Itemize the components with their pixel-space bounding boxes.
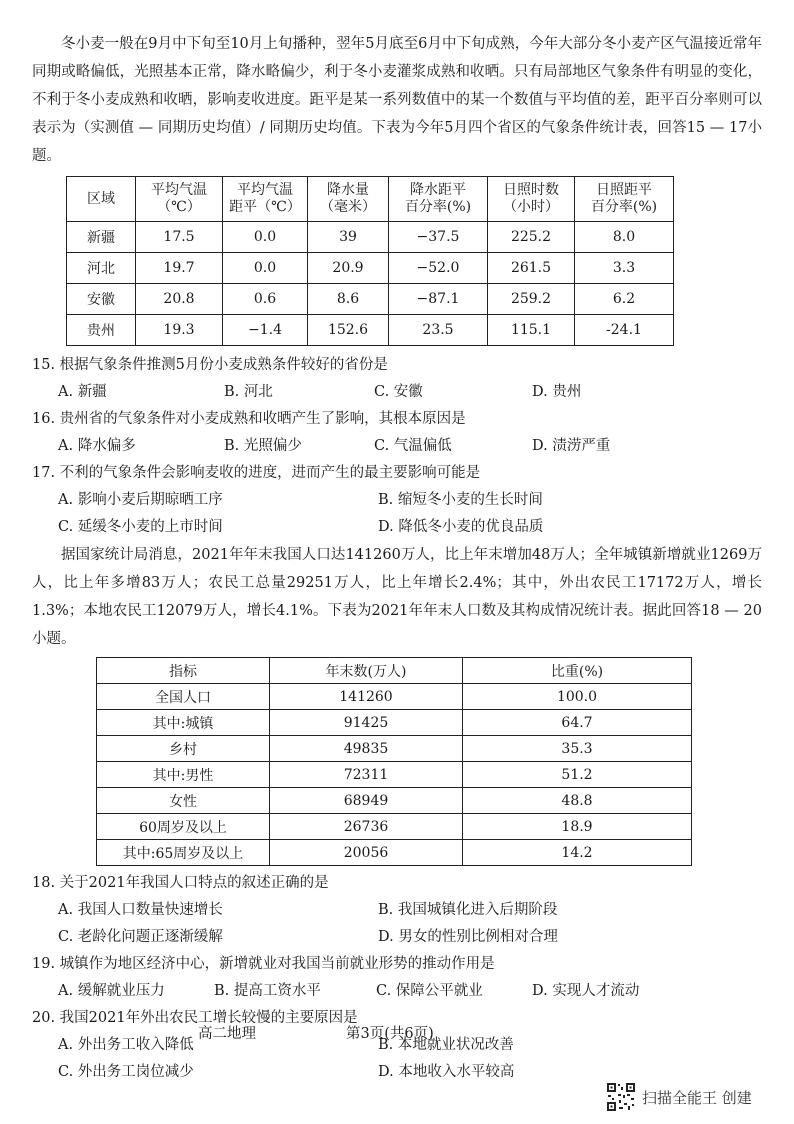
table-cell: 8.0: [575, 222, 674, 253]
table-cell: 19.3: [136, 315, 223, 346]
option-b[interactable]: B. 光照偏少: [224, 438, 302, 454]
table-cell: 0.0: [223, 222, 308, 253]
table-cell: 23.5: [389, 315, 488, 346]
table-cell: 39: [308, 222, 389, 253]
table-cell: 259.2: [488, 284, 575, 315]
table-cell: 261.5: [488, 253, 575, 284]
table-cell: −37.5: [389, 222, 488, 253]
intro-passage-2: 据国家统计局消息，2021年年末我国人口达141260万人，比上年末增加48万人；全年城镇新增就业1269万人，比上年多增83万人；农民工总量29251万人，比上年增长2.4%；其中，外出农民工17172万人，增长1.3%；本地农民工12079万人，增长4.1%。下表为2021年年末人口数及其构成情况统计表。据此回答18 — 20小题。: [32, 547, 762, 647]
header-cell: 日照距平 百分率(%): [575, 177, 674, 222]
header-cell: 指标: [97, 658, 270, 684]
option-d[interactable]: D. 贵州: [532, 384, 582, 400]
table-row: [97, 840, 692, 866]
header-cell: 平均气温 距平（℃）: [223, 177, 308, 222]
table-cell: 3.3: [575, 253, 674, 284]
table-cell: 19.7: [136, 253, 223, 284]
question-15-stem: 15. 根据气象条件推测5月份小麦成熟条件较好的省份是: [32, 357, 388, 373]
option-c[interactable]: C. 保障公平就业: [376, 983, 483, 999]
table-header-row: [97, 658, 692, 684]
table-cell: 225.2: [488, 222, 575, 253]
table-row: [97, 814, 692, 840]
table-cell: 新疆: [67, 222, 136, 253]
table-cell: 全国人口: [97, 684, 270, 710]
table-cell: 20.9: [308, 253, 389, 284]
table-row: [67, 284, 674, 315]
option-a[interactable]: A. 新疆: [58, 384, 107, 400]
option-c[interactable]: C. 安徽: [374, 384, 423, 400]
table-cell: −1.4: [223, 315, 308, 346]
footer-page-number: 第3页(共6页): [346, 1026, 434, 1042]
option-b[interactable]: B. 缩短冬小麦的生长时间: [378, 492, 543, 508]
question-20-stem: 20. 我国2021年外出农民工增长较慢的主要原因是: [32, 1010, 358, 1026]
table-cell: 91425: [270, 710, 463, 736]
option-d[interactable]: D. 本地收入水平较高: [378, 1064, 515, 1080]
table-cell: 49835: [270, 736, 463, 762]
table-cell: 26736: [270, 814, 463, 840]
table-cell: 女性: [97, 788, 270, 814]
header-cell: 平均气温 （℃）: [136, 177, 223, 222]
table-cell: 64.7: [463, 710, 692, 736]
table-cell: 0.0: [223, 253, 308, 284]
table-row: [97, 736, 692, 762]
question-17-options-row1: [32, 487, 762, 514]
table-cell: 17.5: [136, 222, 223, 253]
table-cell: 18.9: [463, 814, 692, 840]
question-18-stem: 18. 关于2021年我国人口特点的叙述正确的是: [32, 875, 329, 891]
question-17-stem: 17. 不利的气象条件会影响麦收的进度，进而产生的最主要影响可能是: [32, 465, 481, 481]
table-cell: 乡村: [97, 736, 270, 762]
question-16-options: [32, 433, 762, 460]
table-cell: 48.8: [463, 788, 692, 814]
table-header-row: [67, 177, 674, 222]
table-cell: -24.1: [575, 315, 674, 346]
table-cell: 152.6: [308, 315, 389, 346]
table-cell: 8.6: [308, 284, 389, 315]
option-b[interactable]: B. 本地就业状况改善: [378, 1037, 514, 1053]
table-row: [67, 315, 674, 346]
table-row: [97, 762, 692, 788]
option-c[interactable]: C. 延缓冬小麦的上市时间: [58, 519, 223, 535]
table-cell: 100.0: [463, 684, 692, 710]
table-cell: −52.0: [389, 253, 488, 284]
option-b[interactable]: B. 河北: [224, 384, 273, 400]
option-a[interactable]: A. 降水偏多: [58, 438, 136, 454]
question-18-options-row1: [32, 897, 762, 924]
question-18-options-row2: [32, 924, 762, 951]
table-cell: 60周岁及以上: [97, 814, 270, 840]
option-d[interactable]: D. 渍涝严重: [532, 438, 611, 454]
table-cell: 35.3: [463, 736, 692, 762]
option-d[interactable]: D. 男女的性别比例相对合理: [378, 929, 558, 945]
table-cell: 其中:65周岁及以上: [97, 840, 270, 866]
option-c[interactable]: C. 气温偏低: [374, 438, 452, 454]
table-row: [67, 253, 674, 284]
option-d[interactable]: D. 降低冬小麦的优良品质: [378, 519, 544, 535]
table-cell: 其中:男性: [97, 762, 270, 788]
option-a[interactable]: A. 我国人口数量快速增长: [58, 902, 223, 918]
exam-page: [32, 30, 762, 1086]
table-cell: 安徽: [67, 284, 136, 315]
table-cell: 贵州: [67, 315, 136, 346]
table-cell: 20.8: [136, 284, 223, 315]
question-19-options: [32, 978, 762, 1005]
option-c[interactable]: C. 外出务工岗位减少: [58, 1064, 194, 1080]
header-cell: 日照时数 （小时）: [488, 177, 575, 222]
table-cell: 115.1: [488, 315, 575, 346]
qr-code-icon: [606, 1082, 636, 1112]
table-cell: 51.2: [463, 762, 692, 788]
table-cell: 141260: [270, 684, 463, 710]
table-row: [67, 222, 674, 253]
table-cell: 其中:城镇: [97, 710, 270, 736]
weather-table: [66, 176, 674, 346]
question-16-stem: 16. 贵州省的气象条件对小麦成熟和收晒产生了影响，其根本原因是: [32, 411, 466, 427]
header-cell: 区域: [67, 177, 136, 222]
table-cell: 68949: [270, 788, 463, 814]
option-a[interactable]: A. 外出务工收入降低: [58, 1037, 194, 1053]
table-cell: −87.1: [389, 284, 488, 315]
population-table: [96, 657, 692, 866]
table-cell: 6.2: [575, 284, 674, 315]
intro-passage-1: 冬小麦一般在9月中下旬至10月上旬播种，翌年5月底至6月中下旬成熟，今年大部分冬小麦产区气温接近常年同期或略偏低，光照基本正常，降水略偏少，利于冬小麦灌浆成熟和收晒。只有局部地区气象条件有明显的变化，不利于冬小麦成熟和收晒，影响麦收进度。距平是某一系列数值中的某一个数值与平均值的差，距平百分率则可以表示为（实测值 — 同期历史均值）/ 同期历史均值。下表为今年5月四个省区的气象条件统计表，回答15 — 17小题。: [32, 36, 762, 164]
table-cell: 14.2: [463, 840, 692, 866]
option-a[interactable]: A. 缓解就业压力: [58, 983, 165, 999]
option-b[interactable]: B. 提高工资水平: [214, 983, 321, 999]
header-cell: 降水量 （毫米）: [308, 177, 389, 222]
table-cell: 0.6: [223, 284, 308, 315]
option-c[interactable]: C. 老龄化问题正逐渐缓解: [58, 929, 223, 945]
option-d[interactable]: D. 实现人才流动: [532, 983, 640, 999]
question-17-options-row2: [32, 514, 762, 541]
table-row: [97, 684, 692, 710]
option-a[interactable]: A. 影响小麦后期晾晒工序: [58, 492, 223, 508]
table-cell: 河北: [67, 253, 136, 284]
table-cell: 20056: [270, 840, 463, 866]
header-cell: 比重(%): [463, 658, 692, 684]
table-row: [97, 788, 692, 814]
header-cell: 年末数(万人): [270, 658, 463, 684]
footer-subject: 高二地理: [198, 1026, 256, 1042]
table-row: [97, 710, 692, 736]
question-19-stem: 19. 城镇作为地区经济中心，新增就业对我国当前就业形势的推动作用是: [32, 956, 495, 972]
table-cell: 72311: [270, 762, 463, 788]
header-cell: 降水距平 百分率(%): [389, 177, 488, 222]
option-b[interactable]: B. 我国城镇化进入后期阶段: [378, 902, 558, 918]
scanner-watermark: [606, 1082, 752, 1112]
watermark-text: 扫描全能王 创建: [642, 1088, 752, 1107]
question-15-options: [32, 379, 762, 406]
